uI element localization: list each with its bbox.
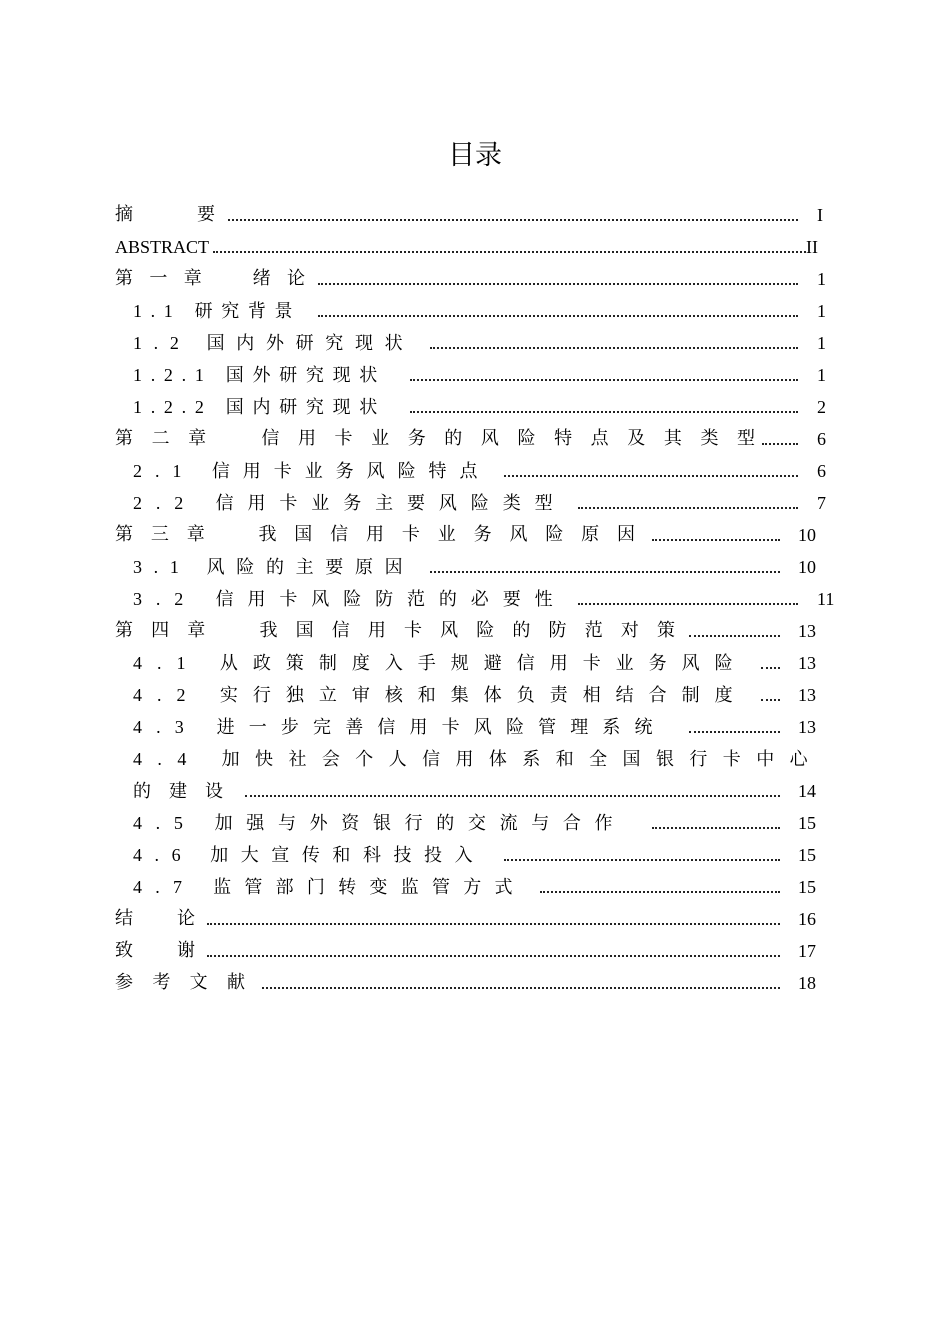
toc-entry[interactable]: [0, 456, 950, 486]
toc-page-number: 18: [798, 973, 816, 993]
toc-entry[interactable]: [0, 328, 950, 358]
toc-entry[interactable]: [0, 840, 950, 870]
toc-entry[interactable]: [0, 808, 950, 838]
toc-entry[interactable]: [0, 648, 950, 678]
toc-page-number: 13: [798, 621, 816, 641]
toc-entry[interactable]: [0, 744, 950, 774]
toc-entry-label: 4.1 从政策制度入手规避信用卡业务风险: [133, 653, 748, 673]
toc-page-number: 2: [817, 397, 826, 417]
toc-entry[interactable]: [0, 360, 950, 390]
page-title: 目录: [448, 140, 502, 171]
toc-leader-dots: [504, 456, 798, 486]
toc-leader-dots: [652, 808, 780, 838]
toc-entry-label: 4.5 加强与外资银行的交流与合作: [133, 813, 627, 833]
toc-entry[interactable]: [0, 232, 950, 262]
toc-page-number: 6: [817, 461, 826, 481]
toc-entry-label: 第三章 我国信用卡业务风险原因: [115, 524, 653, 545]
toc-entry-label: 第一章 绪论: [115, 268, 322, 289]
toc-entry[interactable]: [0, 264, 950, 294]
toc-page-number: 15: [798, 813, 816, 833]
toc-entry-label: 3.2 信用卡风险防范的必要性: [133, 589, 567, 609]
toc-leader-dots: [262, 968, 780, 998]
toc-leader-dots: [207, 936, 780, 966]
toc-leader-dots: [430, 552, 780, 582]
toc-page-number: 13: [798, 685, 816, 705]
toc-page-number: 11: [817, 589, 835, 609]
toc-entry[interactable]: [0, 424, 950, 454]
toc-entry-label: 摘 要: [115, 204, 225, 225]
toc-entry-label: 致 谢: [115, 940, 208, 961]
toc-page-number: 16: [798, 909, 816, 929]
toc-entry-label: 1.2.1 国外研究现状: [133, 365, 387, 385]
toc-entry-label: 4.4 加快社会个人信用体系和全国银行卡中心: [133, 749, 824, 769]
toc-entry-label: 4.7 监管部门转变监管方式: [133, 877, 526, 897]
toc-page-number: 15: [798, 845, 816, 865]
toc-entry-label: 4.6 加大宣传和科技投入: [133, 845, 486, 865]
toc-entry[interactable]: [0, 392, 950, 422]
toc-page-number: 1: [817, 333, 826, 353]
toc-entry[interactable]: [0, 712, 950, 742]
toc-entry[interactable]: [0, 296, 950, 326]
toc-entry-label: 4.3 进一步完善信用卡风险管理系统: [133, 717, 667, 737]
toc-entry-label: 3.1 风险的主要原因: [133, 557, 415, 577]
toc-leader-dots: [213, 232, 806, 262]
toc-entry[interactable]: [0, 520, 950, 550]
toc-leader-dots: [430, 328, 798, 358]
toc-entry[interactable]: [0, 680, 950, 710]
toc-entry[interactable]: [0, 872, 950, 902]
toc-entry[interactable]: [0, 552, 950, 582]
toc-entry[interactable]: [0, 904, 950, 934]
toc-leader-dots: [540, 872, 780, 902]
toc-entry[interactable]: [0, 200, 950, 230]
toc-entry-label: ABSTRACT: [115, 237, 210, 257]
toc-leader-dots: [228, 200, 798, 230]
toc-page-number: 15: [798, 877, 816, 897]
toc-entry[interactable]: [0, 616, 950, 646]
toc-page-number: 10: [798, 525, 816, 545]
toc-page-number: 13: [798, 653, 816, 673]
toc-leader-dots: [578, 488, 798, 518]
toc-entry-label: 1.2 国内外研究现状: [133, 333, 415, 353]
toc-entry-label: 1.1 研究背景: [133, 301, 302, 321]
toc-entry-label: 结 论: [115, 908, 208, 929]
toc-entry-label: 第四章 我国信用卡风险的防范对策: [115, 620, 694, 641]
toc-entry-label: 4.2 实行独立审核和集体负责相结合制度: [133, 685, 748, 705]
toc-page-number: II: [806, 237, 818, 257]
toc-page-number: 1: [817, 301, 826, 321]
toc-page-number: 17: [798, 941, 816, 961]
toc-entry[interactable]: [0, 584, 950, 614]
toc-entry-label: 2.1 信用卡业务风险特点: [133, 461, 491, 481]
toc-leader-dots: [410, 360, 798, 390]
toc-page-number: 1: [817, 269, 826, 289]
toc-page-number: 14: [798, 781, 816, 801]
toc-entry[interactable]: [0, 936, 950, 966]
toc-page-number: 7: [817, 493, 826, 513]
toc-leader-dots: [652, 520, 780, 550]
toc-leader-dots: [689, 616, 780, 646]
toc-entry-label: 的建设: [133, 781, 241, 801]
toc-page-number: 6: [817, 429, 826, 449]
toc-page-number: 1: [817, 365, 826, 385]
toc-entry-label: 第二章 信用卡业务的风险特点及其类型: [115, 428, 774, 449]
toc-leader-dots: [318, 296, 798, 326]
toc-entry-label: 2.2 信用卡业务主要风险类型: [133, 493, 567, 513]
toc-entry[interactable]: [0, 968, 950, 998]
toc-leader-dots: [410, 392, 798, 422]
toc-leader-dots: [689, 712, 780, 742]
toc-entry-label: 参考文献: [115, 972, 265, 993]
toc-leader-dots: [318, 264, 798, 294]
toc-page-number: 13: [798, 717, 816, 737]
toc-entry[interactable]: [0, 488, 950, 518]
toc-leader-dots: [761, 648, 780, 678]
toc-leader-dots: [207, 904, 780, 934]
toc-entry-label: 1.2.2 国内研究现状: [133, 397, 387, 417]
toc-leader-dots: [504, 840, 780, 870]
toc-page-number: I: [817, 205, 823, 225]
toc-leader-dots: [578, 584, 798, 614]
toc-page-number: 10: [798, 557, 816, 577]
toc-entry[interactable]: [0, 776, 950, 806]
toc-leader-dots: [245, 776, 780, 806]
toc-leader-dots: [761, 680, 780, 710]
toc-leader-dots: [762, 424, 798, 454]
